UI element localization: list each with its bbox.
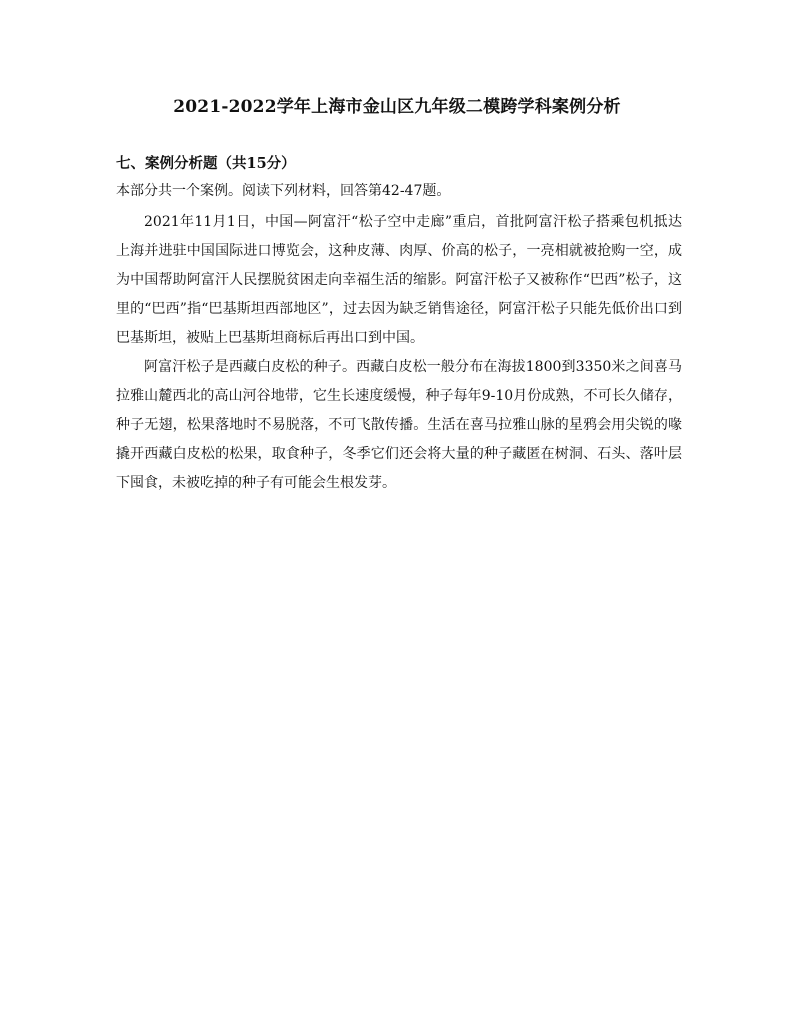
document-title: 2021-2022学年上海市金山区九年级二模跨学科案例分析 bbox=[173, 97, 621, 117]
section-heading: 七、案例分析题（共15分） bbox=[116, 155, 296, 172]
paragraph: 阿富汗松子是西藏白皮松的种子。西藏白皮松一般分布在海拔1800到3350米之间喜马拉雅山麓西北的高山河谷地带，它生长速度缓慢，种子每年9-10月份成熟，不可长久储存，种子无翅，松果落地时不易脱落，不可飞散传播。生活在喜马拉雅山脉的星鸦会用尖锐的喙撬开西藏白皮松的松果，取食种子，冬季它们还会将大量的种子藏匿在树洞、石头、落叶层下囤食，未被吃掉的种子有可能会生根发芽。 bbox=[116, 359, 682, 491]
section-intro: 本部分共一个案例。阅读下列材料，回答第42-47题。 bbox=[116, 183, 451, 199]
document-body bbox=[116, 154, 682, 498]
paragraph: 2021年11月1日，中国—阿富汗“松子空中走廊”重启，首批阿富汗松子搭乘包机抵达上海并进驻中国国际进口博览会，这种皮薄、肉厚、价高的松子，一亮相就被抢购一空，成为中国帮助阿富汗人民摆脱贫困走向幸福生活的缩影。阿富汗松子又被称作“巴西”松子，这里的“巴西”指“巴基斯坦西部地区”，过去因为缺乏销售途径，阿富汗松子只能先低价出口到巴基斯坦，被贴上巴基斯坦商标后再出口到中国。 bbox=[116, 214, 682, 346]
